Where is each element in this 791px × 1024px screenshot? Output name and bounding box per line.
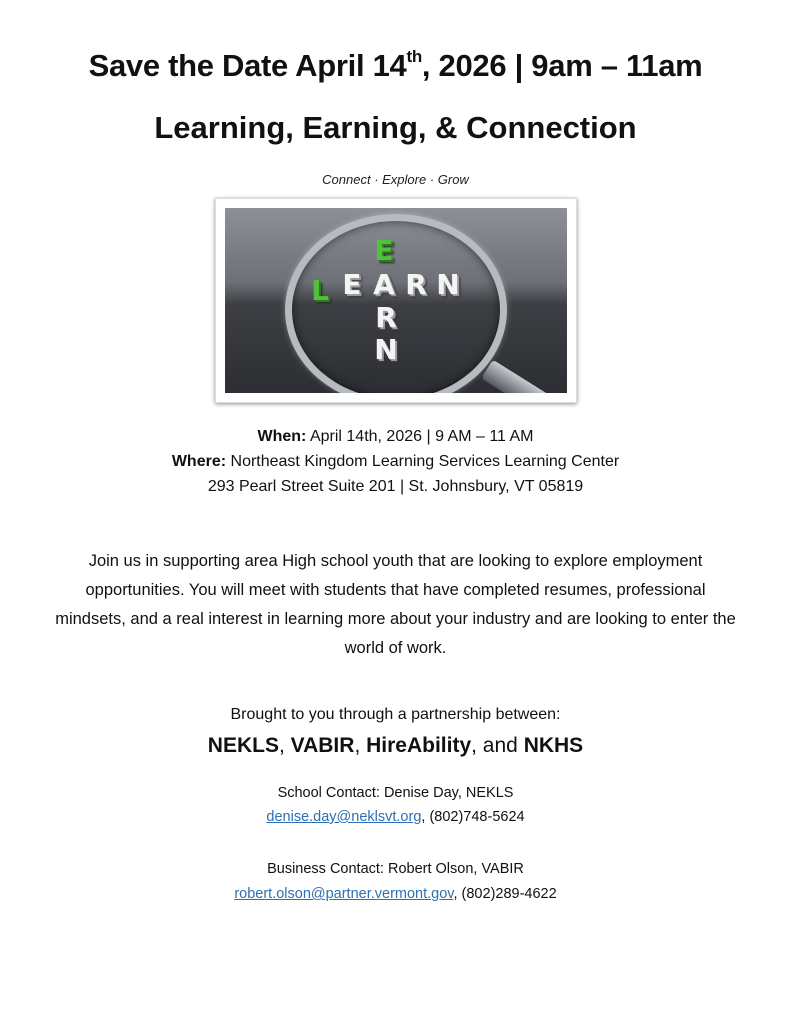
partner-hireability: HireAbility	[366, 734, 472, 757]
tagline: Connect · Explore · Grow	[322, 172, 469, 187]
partnership-intro: Brought to you through a partnership between:	[230, 706, 561, 723]
when-label: When:	[257, 428, 307, 445]
letter-block: A	[373, 268, 395, 301]
magnifier-handle	[481, 360, 567, 393]
title-time: , 2026 | 9am – 11am	[421, 48, 703, 83]
when-value: April 14th, 2026 | 9 AM – 11 AM	[306, 428, 534, 445]
save-the-date-title	[0, 48, 791, 84]
letter-block: E	[342, 268, 362, 301]
school-contact-info	[0, 805, 791, 829]
learn-earn-image	[215, 198, 577, 403]
where-line	[0, 449, 791, 474]
business-contact-info	[0, 882, 791, 906]
description-paragraph: Join us in supporting area High school youth that are looking to explore employment opportunities. You will meet with students that have completed resumes, professional mindsets, and a real interest in learning more about your industry and are looking to enter the world of work.	[55, 552, 736, 657]
separator: , and	[471, 734, 524, 757]
partner-list	[0, 734, 791, 758]
partner-nekls: NEKLS	[207, 734, 279, 757]
letter-block: L	[311, 274, 329, 307]
letter-block: N	[374, 333, 398, 366]
address-line: 293 Pearl Street Suite 201 | St. Johnsbury, VT 05819	[207, 478, 584, 495]
where-label: Where:	[171, 453, 227, 470]
letter-block: R	[405, 268, 427, 301]
separator: ,	[354, 734, 367, 757]
partner-vabir: VABIR	[290, 734, 355, 757]
where-value: Northeast Kingdom Learning Services Learning Center	[226, 453, 620, 470]
title-text: Save the Date April 14	[88, 48, 407, 83]
business-contact-email-link[interactable]: robert.olson@partner.vermont.gov	[234, 886, 454, 902]
letter-block: R	[375, 301, 397, 334]
letter-block: N	[436, 268, 460, 301]
business-contact-label: Business Contact: Robert Olson, VABIR	[267, 861, 524, 877]
school-contact-email-link[interactable]: denise.day@neklsvt.org	[266, 809, 422, 825]
event-subtitle: Learning, Earning, & Connection	[154, 110, 637, 145]
letter-block: E	[374, 234, 394, 267]
separator: ,	[278, 734, 291, 757]
school-contact-phone: , (802)748-5624	[421, 809, 525, 825]
business-contact-phone: , (802)289-4622	[453, 886, 557, 902]
partner-nkhs: NKHS	[523, 734, 584, 757]
title-superscript: th	[406, 46, 422, 66]
school-contact-label: School Contact: Denise Day, NEKLS	[277, 785, 514, 801]
when-line	[0, 424, 791, 449]
magnifying-glass-photo	[225, 208, 567, 393]
